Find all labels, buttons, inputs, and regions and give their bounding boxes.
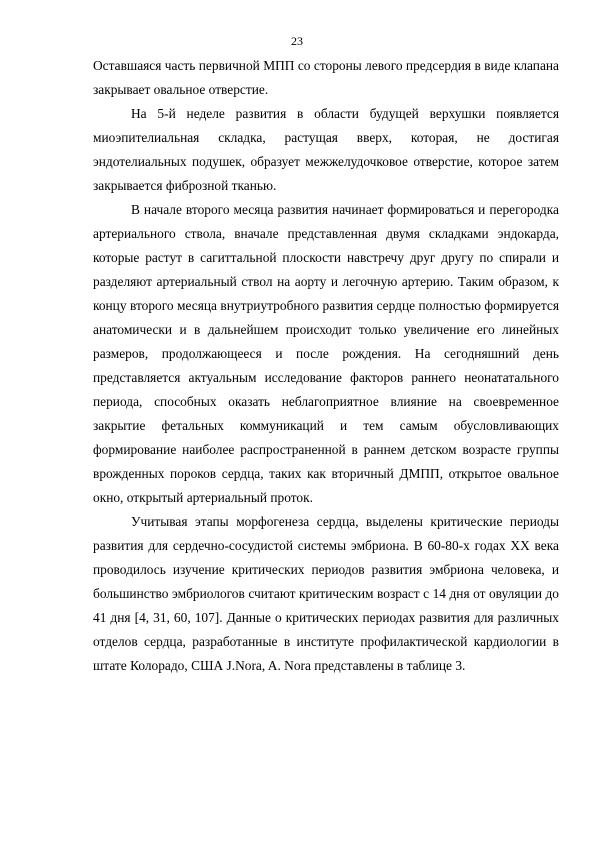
body-text <box>93 54 559 678</box>
paragraph-interventricular-foramen: На 5-й неделе развития в области будущей верхушки появляется миоэпителиальная складка, растущая вверх, которая, не достигая эндотелиальных подушек, образует межжелудочковое отверстие, которое затем закрывается фиброзной тканью. <box>93 106 559 193</box>
page-number: 23 <box>291 34 303 48</box>
paragraph-critical-periods: Учитывая этапы морфогенеза сердца, выделены критические периоды развития для сердечно-сосудистой системы эмбриона. В 60-80-х годах XX века проводилось изучение критических периодов развития эмбриона человека, и большинство эмбриологов считают критическим возраст с 14 дня от овуляции до 41 дня [4, 31, 60, 107]. Данные о критических периодах развития для различных отделов сердца, разработанные в институте профилактической кардиологии в штате Колорадо, США J.Nora, A. Nora представлены в таблице 3. <box>93 514 559 673</box>
paragraph-oval-foramen: Оставшаяся часть первичной МПП со стороны левого предсердия в виде клапана закрывает овальное отверстие. <box>93 58 559 97</box>
paragraph-arterial-trunk-septum: В начале второго месяца развития начинает формироваться и перегородка артериального ствола, вначале представленная двумя складками эндокарда, которые растут в сагиттальной плоскости навстречу друг другу по спирали и разделяют артериальный ствол на аорту и легочную артерию. Таким образом, к концу второго месяца внутриутробного развития сердце полностью формируется анатомически и в дальнейшем происходит только увеличение его линейных размеров, продолжающееся и после рождения. На сегодняшний день представляется актуальным исследование факторов раннего неонататального периода, способных оказать неблагоприятное влияние на своевременное закрытие фетальных коммуникаций и тем самым обусловливающих формирование наиболее распространенной в раннем детском возрасте группы врожденных пороков сердца, таких как вторичный ДМПП, открытое овальное окно, открытый артериальный проток. <box>93 202 559 505</box>
